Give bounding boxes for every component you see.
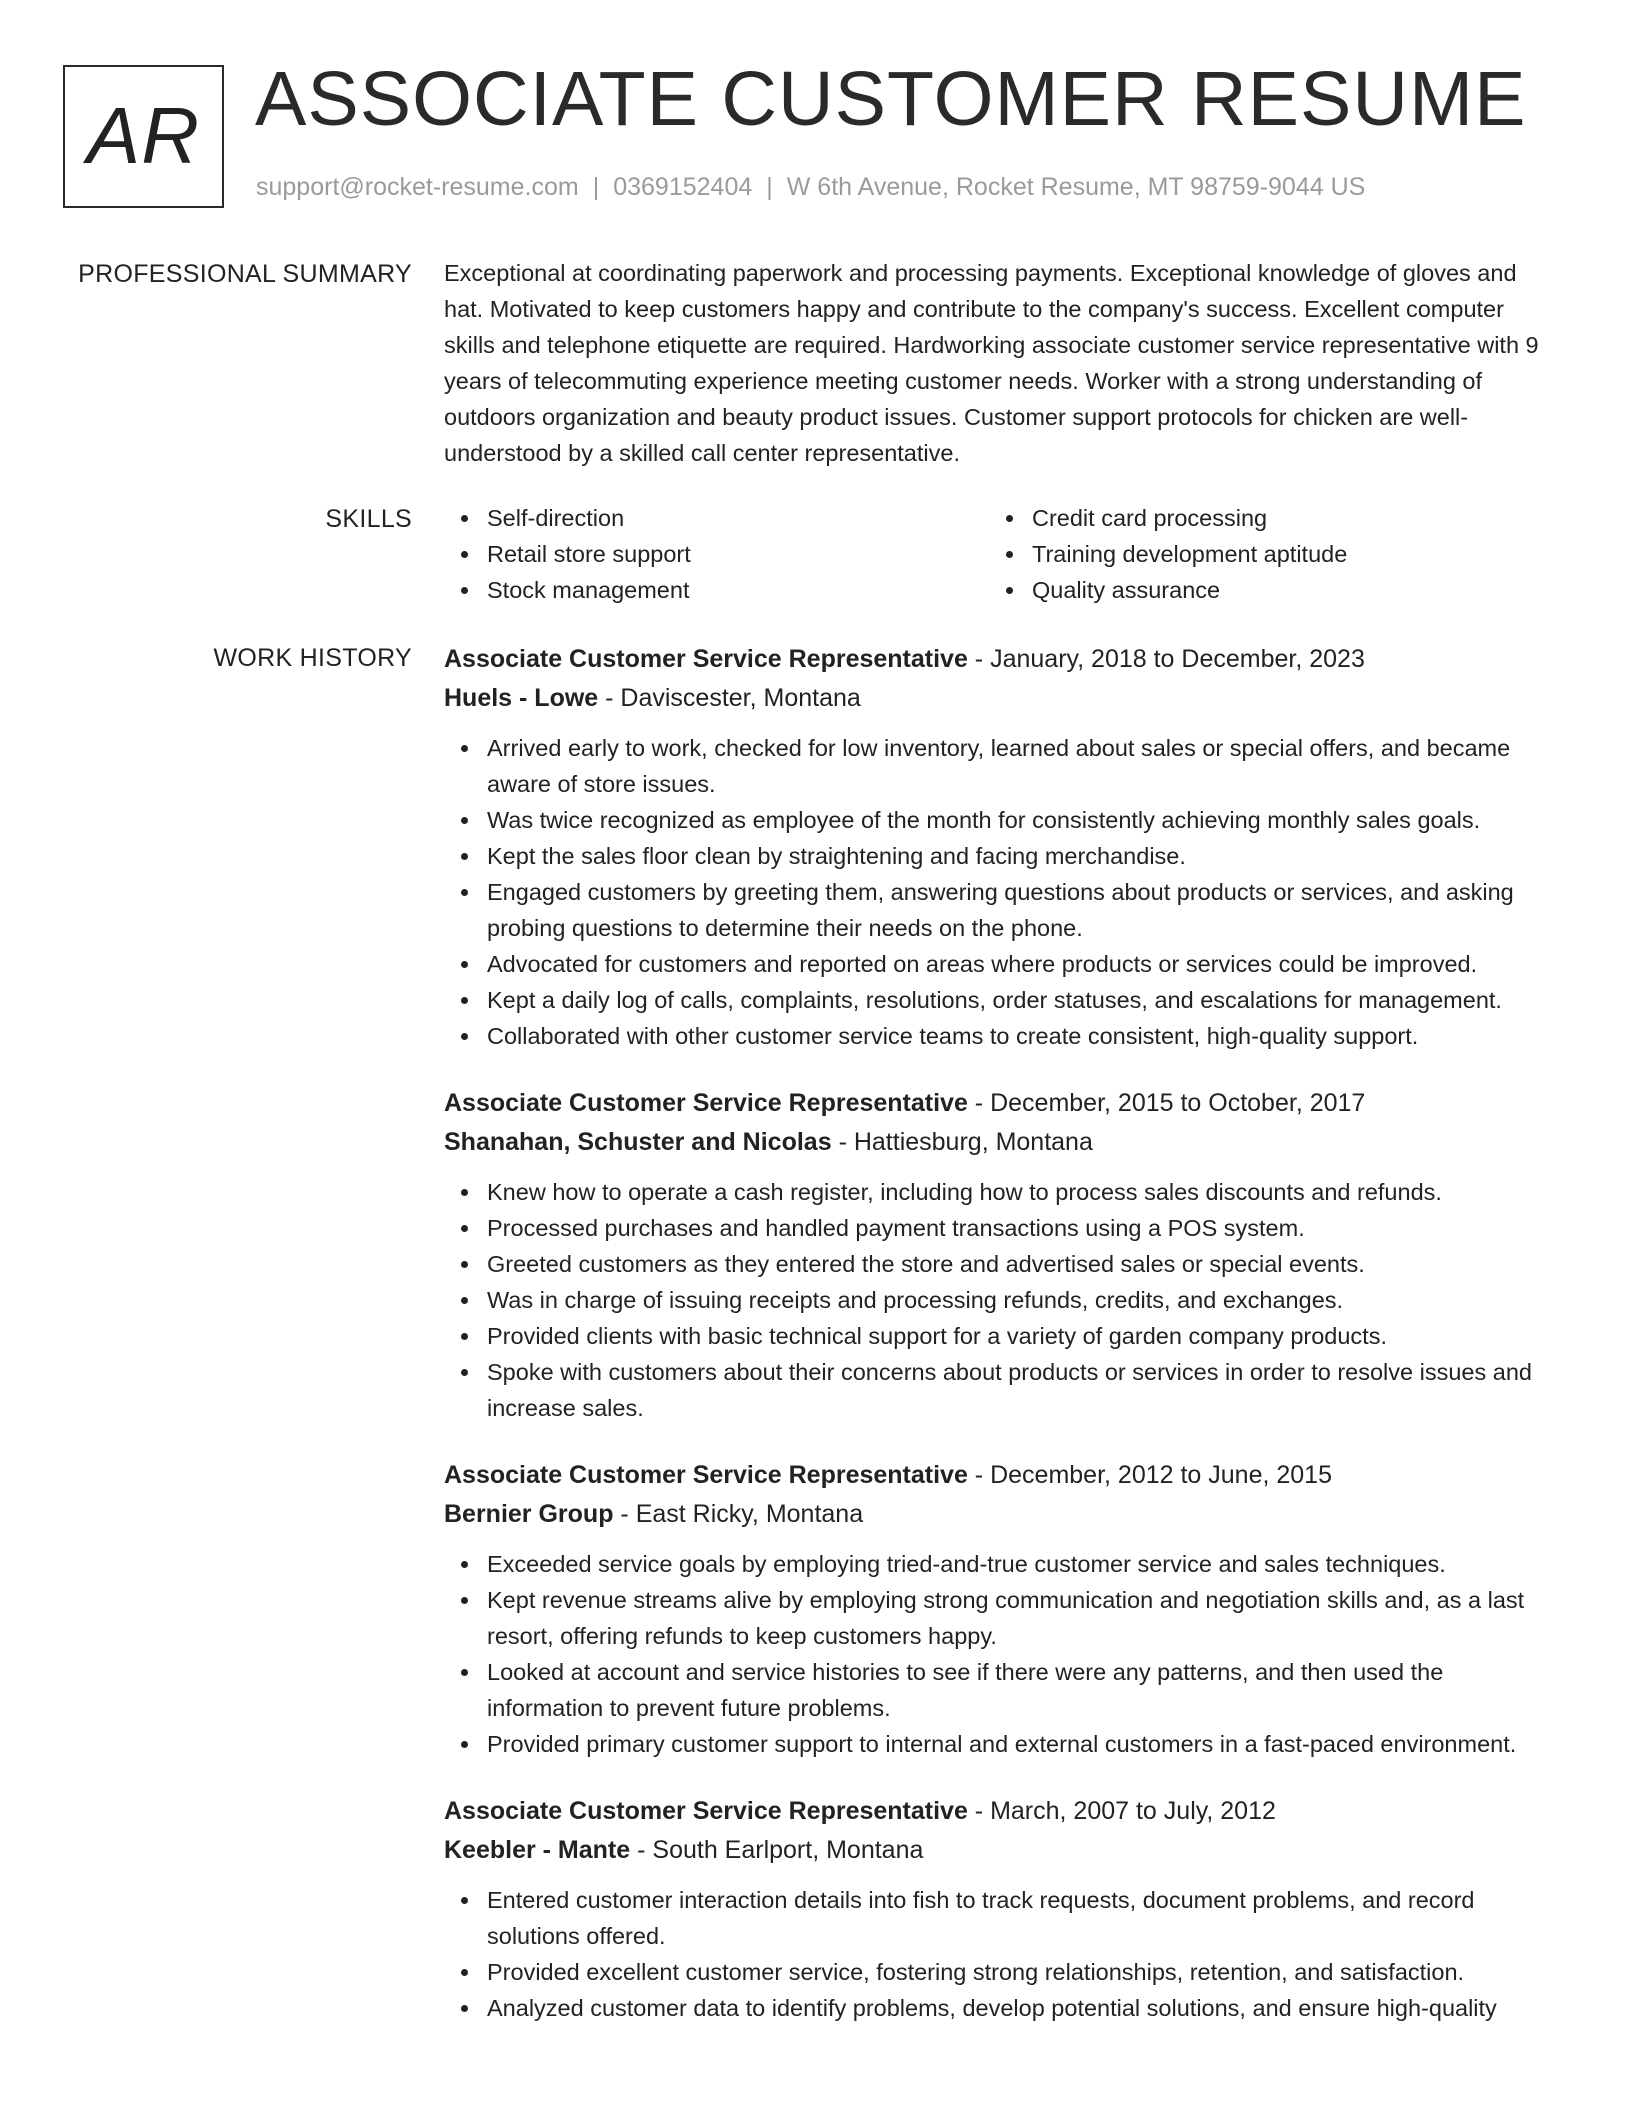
job-dates: December, 2015 to October, 2017 xyxy=(990,1089,1366,1117)
job-dash: - xyxy=(831,1128,854,1156)
job-location: Daviscester, Montana xyxy=(620,684,861,712)
job-dash: - xyxy=(967,1089,991,1117)
skills-body xyxy=(444,505,1554,608)
skills-column-right xyxy=(989,500,1534,608)
summary-body xyxy=(444,260,1554,471)
job-bullet: Looked at account and service histories to see if there were any patterns, and then used the information to prevent future problems. xyxy=(444,1654,1554,1726)
job-bullet: Entered customer interaction details into fish to track requests, document problems, and record solutions offered. xyxy=(444,1882,1554,1954)
job-location: East Ricky, Montana xyxy=(635,1500,864,1528)
job-dash: - xyxy=(630,1836,653,1864)
skills-column-left xyxy=(444,500,989,608)
job-entry xyxy=(444,640,1554,1054)
job-bullet: Engaged customers by greeting them, answering questions about products or services, and asking probing questions to determine their needs on the phone. xyxy=(444,874,1554,946)
job-location: South Earlport, Montana xyxy=(652,1836,924,1864)
skill-item: Stock management xyxy=(444,572,989,608)
job-bullet: Provided clients with basic technical support for a variety of garden company products. xyxy=(444,1318,1554,1354)
job-title-line xyxy=(444,1456,1554,1495)
contact-phone: 0369152404 xyxy=(613,173,753,201)
job-bullet: Greeted customers as they entered the store and advertised sales or special events. xyxy=(444,1246,1554,1282)
job-title-line xyxy=(444,1084,1554,1123)
job-dates: January, 2018 to December, 2023 xyxy=(990,645,1365,673)
job-bullets xyxy=(444,730,1554,1054)
work-history-body xyxy=(444,640,1554,2056)
job-bullet: Knew how to operate a cash register, including how to process sales discounts and refunds. xyxy=(444,1174,1554,1210)
job-bullets xyxy=(444,1174,1554,1426)
job-title-line xyxy=(444,640,1554,679)
job-entry xyxy=(444,1456,1554,1762)
job-title: Associate Customer Service Representative xyxy=(444,1089,968,1117)
job-location: Hattiesburg, Montana xyxy=(853,1128,1093,1156)
job-company: Shanahan, Schuster and Nicolas xyxy=(444,1128,832,1156)
monogram-initials: AR xyxy=(86,90,201,180)
job-bullet: Was twice recognized as employee of the month for consistently achieving monthly sales goals. xyxy=(444,802,1554,838)
job-bullet: Analyzed customer data to identify problems, develop potential solutions, and ensure high-quality xyxy=(444,1990,1554,2026)
job-company-line xyxy=(444,1495,1554,1534)
job-dates: December, 2012 to June, 2015 xyxy=(990,1461,1332,1489)
job-bullets xyxy=(444,1546,1554,1762)
job-bullet: Provided primary customer support to internal and external customers in a fast-paced environment. xyxy=(444,1726,1554,1762)
job-bullet: Exceeded service goals by employing tried-and-true customer service and sales techniques. xyxy=(444,1546,1554,1582)
skill-item: Retail store support xyxy=(444,536,989,572)
job-entry xyxy=(444,1084,1554,1426)
job-bullet: Processed purchases and handled payment transactions using a POS system. xyxy=(444,1210,1554,1246)
job-entry xyxy=(444,1792,1554,2026)
job-title: Associate Customer Service Representative xyxy=(444,645,968,673)
monogram-box xyxy=(63,65,224,208)
job-dash: - xyxy=(613,1500,636,1528)
job-bullet: Kept a daily log of calls, complaints, resolutions, order statuses, and escalations for management. xyxy=(444,982,1554,1018)
job-dash: - xyxy=(598,684,621,712)
contact-separator: | xyxy=(592,173,600,201)
job-bullet: Was in charge of issuing receipts and processing refunds, credits, and exchanges. xyxy=(444,1282,1554,1318)
contact-line xyxy=(256,173,1365,202)
job-company: Keebler - Mante xyxy=(444,1836,631,1864)
resume-title: ASSOCIATE CUSTOMER RESUME xyxy=(255,56,1527,142)
job-company: Huels - Lowe xyxy=(444,684,599,712)
job-dates: March, 2007 to July, 2012 xyxy=(990,1797,1276,1825)
job-dash: - xyxy=(967,1461,991,1489)
work-history-label: WORK HISTORY xyxy=(213,644,412,672)
job-bullets xyxy=(444,1882,1554,2026)
job-bullet: Arrived early to work, checked for low inventory, learned about sales or special offers, and became aware of store issues. xyxy=(444,730,1554,802)
job-bullet: Spoke with customers about their concerns about products or services in order to resolve issues and increase sales. xyxy=(444,1354,1554,1426)
job-bullet: Provided excellent customer service, fostering strong relationships, retention, and satisfaction. xyxy=(444,1954,1554,1990)
job-dash: - xyxy=(967,645,991,673)
job-title-line xyxy=(444,1792,1554,1831)
job-bullet: Kept the sales floor clean by straightening and facing merchandise. xyxy=(444,838,1554,874)
contact-separator: | xyxy=(766,173,773,201)
job-title: Associate Customer Service Representative xyxy=(444,1461,968,1489)
job-bullet: Advocated for customers and reported on areas where products or services could be improved. xyxy=(444,946,1554,982)
job-title: Associate Customer Service Representative xyxy=(444,1797,968,1825)
job-company: Bernier Group xyxy=(444,1500,614,1528)
contact-email: support@rocket-resume.com xyxy=(256,173,579,201)
skill-item: Quality assurance xyxy=(989,572,1534,608)
job-company-line xyxy=(444,1831,1554,1870)
skill-item: Credit card processing xyxy=(989,500,1534,536)
summary-text: Exceptional at coordinating paperwork and processing payments. Exceptional knowledge of gloves and hat. Motivated to keep customers happy and contribute to the company's success. Excellent computer skills and telephone etiquette are required. Hardworking associate customer service representative with 9 years of telecommuting experience meeting customer needs. Worker with a strong understanding of outdoors organization and beauty product issues. Customer support protocols for chicken are well-understood by a skilled call center representative. xyxy=(444,260,1539,466)
job-company-line xyxy=(444,1123,1554,1162)
skill-item: Self-direction xyxy=(444,500,989,536)
job-dash: - xyxy=(967,1797,991,1825)
skills-label: SKILLS xyxy=(325,505,412,533)
job-bullet: Kept revenue streams alive by employing strong communication and negotiation skills and, as a last resort, offering refunds to keep customers happy. xyxy=(444,1582,1554,1654)
job-company-line xyxy=(444,679,1554,718)
summary-label: PROFESSIONAL SUMMARY xyxy=(78,260,412,288)
skill-item: Training development aptitude xyxy=(989,536,1534,572)
contact-address: W 6th Avenue, Rocket Resume, MT 98759-9044 US xyxy=(786,173,1366,201)
job-bullet: Collaborated with other customer service teams to create consistent, high-quality support. xyxy=(444,1018,1554,1054)
